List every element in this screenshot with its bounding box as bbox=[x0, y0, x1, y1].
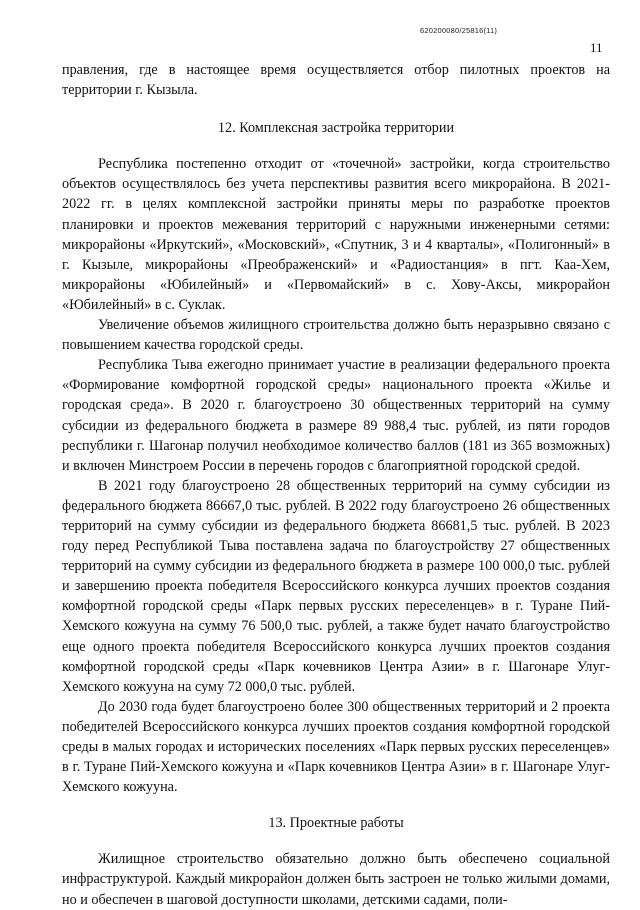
paragraph-1: Республика постепенно отходит от «точечной» застройки, когда строительство объектов осуществлялось без учета перспективы развития всего микрорайона. В 2021-2022 гг. в целях комплексной застройки приняты меры по разработке проектов планировки и проектов межевания территорий с наружными инженерными сетями: микрорайоны «Иркутский», «Московский», «Спутник, 3 и 4 кварталы», «Полигонный» в г. Кызыле, микрорайоны «Преображенский» и «Радиостанция» в пгт. Каа-Хем, микрорайоны «Юбилейный» и «Первомайский» в с. Хову-Аксы, микрорайон «Юбилейный» в с. Суклак. bbox=[62, 156, 610, 313]
continuation-paragraph: правления, где в настоящее время осуществляется отбор пилотных проектов на территории г. Кызыла. bbox=[62, 62, 610, 99]
paragraph-5: До 2030 года будет благоустроено более 300 общественных территорий и 2 проекта победителей Всероссийского конкурса лучших проектов создания комфортной городской среды в малых городах и исторических поселениях «Парк первых русских переселенцев» в г. Туране Пий-Хемского кожууна и «Парк кочевников Центра Азии» в г. Шагонаре Улуг-Хемского кожууна. bbox=[62, 698, 610, 796]
paragraph-3: Республика Тыва ежегодно принимает участие в реализации федерального проекта «Формирование комфортной городской среды» национального проекта «Жилье и городская среда». В 2020 г. благоустроено 30 общественных территорий на сумму субсидии из федерального бюджета в размере 89 988,4 тыс. рублей, из пяти городов республики г. Шагонар получил необходимое количество баллов (181 из 365 возможных) и включен Минстроем России в перечень городов с благоприятной городской средой. bbox=[62, 357, 610, 474]
document-body bbox=[62, 60, 610, 910]
paragraph-2: Увеличение объемов жилищного строительства должно быть неразрывно связано с повышением качества городской среды. bbox=[62, 317, 610, 354]
paragraph-6: Жилищное строительство обязательно должно быть обеспечено социальной инфраструктурой. Каждый микрорайон должен быть застроен не только жилыми домами, но и обеспечен в шаговой доступности школами, детскими садами, поли- bbox=[62, 851, 610, 908]
section-13-heading: 13. Проектные работы bbox=[268, 815, 404, 832]
paragraph-4: В 2021 году благоустроено 28 общественных территорий на сумму субсидии из федерального бюджета 86667,0 тыс. рублей. В 2022 году благоустроено 26 общественных территорий на сумму субсидии из федерального бюджета 86681,5 тыс. рублей. В 2023 году перед Республикой Тыва поставлена задача по благоустройству 27 общественных территорий на сумму субсидии из федерального бюджета в размере 100 000,0 тыс. рублей и завершению проекта победителя Всероссийского конкурса лучших проектов создания комфортной городской среды «Парк первых русских переселенцев» в г. Туране Пий-Хемского кожууна на сумму 76 500,0 тыс. рублей, а также будет начато благоустройство еще одного проекта победителя Всероссийского конкурса лучших проектов создания комфортной городской среды «Парк кочевников Центра Азии» в г. Шагонаре Улуг-Хемского кожууна на суму 72 000,0 тыс. рублей. bbox=[62, 477, 610, 695]
page-number: 11 bbox=[590, 40, 603, 55]
document-id: 620200080/25816(11) bbox=[420, 26, 498, 35]
section-12-heading: 12. Комплексная застройка территории bbox=[217, 120, 455, 137]
